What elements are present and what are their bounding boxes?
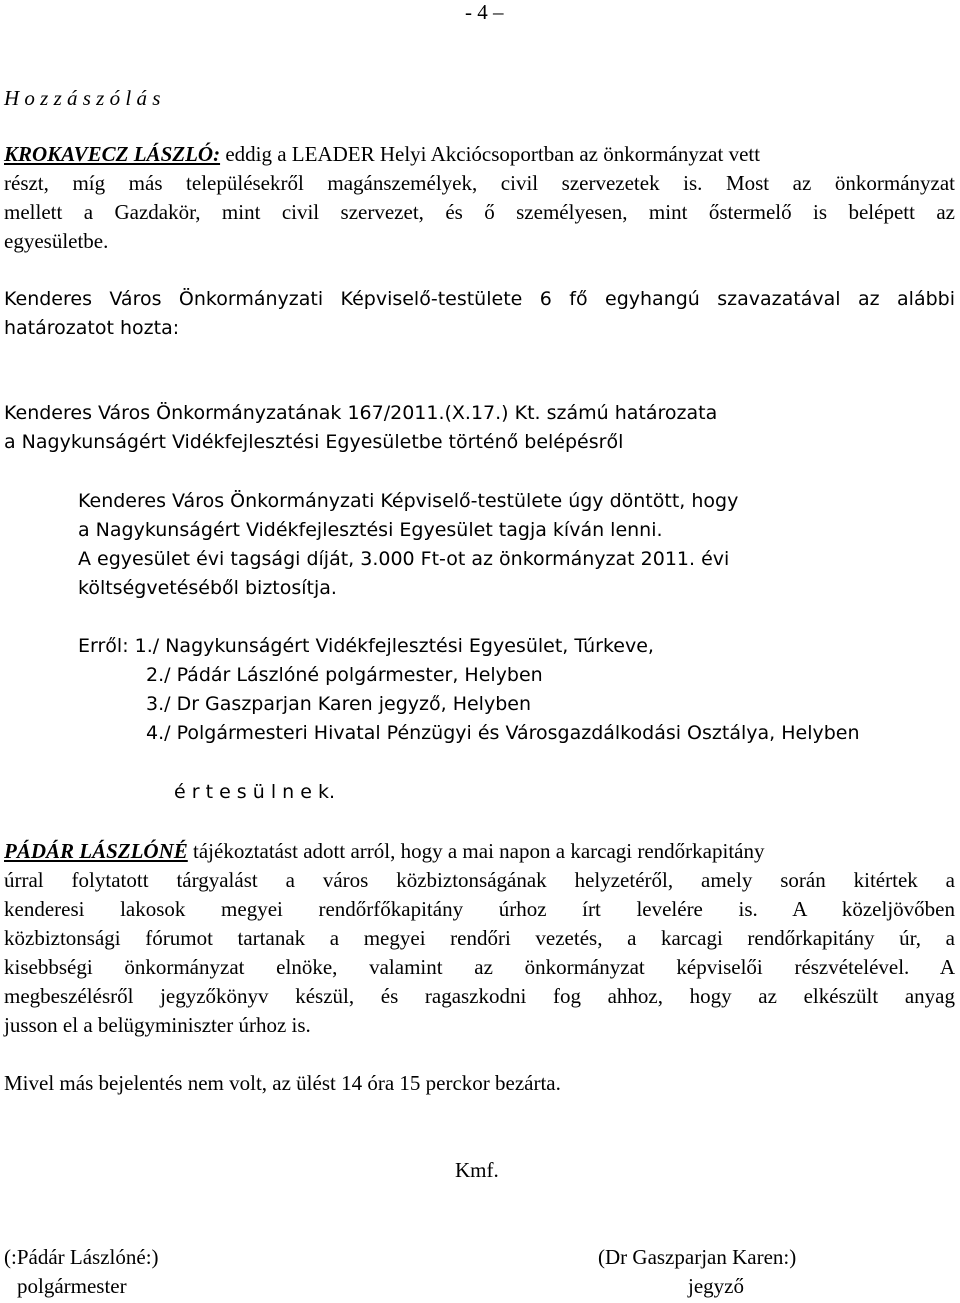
section-title: H o z z á s z ó l á s xyxy=(4,86,161,110)
paragraph-line: kenderesi lakosok megyei rendőrfőkapitány úrhoz írt levelére is. A közeljövőben xyxy=(4,897,955,921)
resolution-body-line: költségvetéséből biztosítja. xyxy=(78,577,337,599)
paragraph-text: eddig a LEADER Helyi Akciócsoportban az önkormányzat vett xyxy=(220,142,761,166)
notify-item: 4./ Polgármesteri Hivatal Pénzügyi és Városgazdálkodási Osztálya, Helyben xyxy=(146,722,860,744)
paragraph-line: közbiztonsági fórumot tartanak a megyei rendőri vezetés, a karcagi rendőrkapitány úr, a xyxy=(4,926,955,950)
speaker-name: KROKAVECZ LÁSZLÓ: xyxy=(4,142,221,166)
paragraph-line: megbeszélésről jegyzőkönyv készül, és ragaszkodni fog ahhoz, hogy az elkészült anyag xyxy=(4,984,955,1008)
vote-statement-line: Kenderes Város Önkormányzati Képviselő-testülete 6 fő egyhangú szavazatával az alábbi xyxy=(4,288,955,310)
signature-right-title: jegyző xyxy=(688,1274,744,1298)
notify-item: 1./ Nagykunságért Vidékfejlesztési Egyesület, Túrkeve, xyxy=(134,635,654,657)
paragraph-text: tájékoztatást adott arról, hogy a mai napon a karcagi rendőrkapitány xyxy=(187,839,765,863)
notify-item: 2./ Pádár Lászlóné polgármester, Helyben xyxy=(146,664,543,686)
signature-left-title: polgármester xyxy=(17,1274,127,1298)
resolution-body-line: Kenderes Város Önkormányzati Képviselő-testülete úgy döntött, hogy xyxy=(78,490,739,512)
vote-statement-line: határozatot hozta: xyxy=(4,317,180,339)
paragraph-line: részt, míg más településekről magánszemélyek, civil szervezetek is. Most az önkormányzat xyxy=(4,171,955,195)
kmf-label: Kmf. xyxy=(455,1158,499,1182)
resolution-body-line: A egyesület évi tagsági díját, 3.000 Ft-ot az önkormányzat 2011. évi xyxy=(78,548,730,570)
notify-prefix: Erről: xyxy=(78,635,135,657)
speaker-name: PÁDÁR LÁSZLÓNÉ xyxy=(4,839,188,863)
page-number: - 4 – xyxy=(465,0,504,24)
notify-item: 3./ Dr Gaszparjan Karen jegyző, Helyben xyxy=(146,693,531,715)
paragraph-line xyxy=(4,841,955,862)
paragraph-line: jusson el a belügyminiszter úrhoz is. xyxy=(4,1013,311,1037)
signature-right-name: (Dr Gaszparjan Karen:) xyxy=(598,1245,797,1269)
paragraph-line: egyesületbe. xyxy=(4,229,109,253)
resolution-subject: a Nagykunságért Vidékfejlesztési Egyesületbe történő belépésről xyxy=(4,431,624,453)
closing-statement: Mivel más bejelentés nem volt, az ülést 14 óra 15 perckor bezárta. xyxy=(4,1071,561,1095)
paragraph-line: kisebbségi önkormányzat elnöke, valamint az önkormányzat képviselői részvételével. A xyxy=(4,955,955,979)
notified-statement: é r t e s ü l n e k. xyxy=(174,781,335,803)
resolution-body-line: a Nagykunságért Vidékfejlesztési Egyesület tagja kíván lenni. xyxy=(78,519,663,541)
signature-left-name: (:Pádár Lászlóné:) xyxy=(4,1245,159,1269)
resolution-title: Kenderes Város Önkormányzatának 167/2011.(X.17.) Kt. számú határozata xyxy=(4,402,718,424)
paragraph-line: úrral folytatott tárgyalást a város közbiztonságának helyzetéről, amely során kitértek a xyxy=(4,868,955,892)
notify-line xyxy=(78,637,654,656)
paragraph-line: mellett a Gazdakör, mint civil szervezet, és ő személyesen, mint őstermelő is belépett az xyxy=(4,200,955,224)
paragraph-line xyxy=(4,144,955,165)
